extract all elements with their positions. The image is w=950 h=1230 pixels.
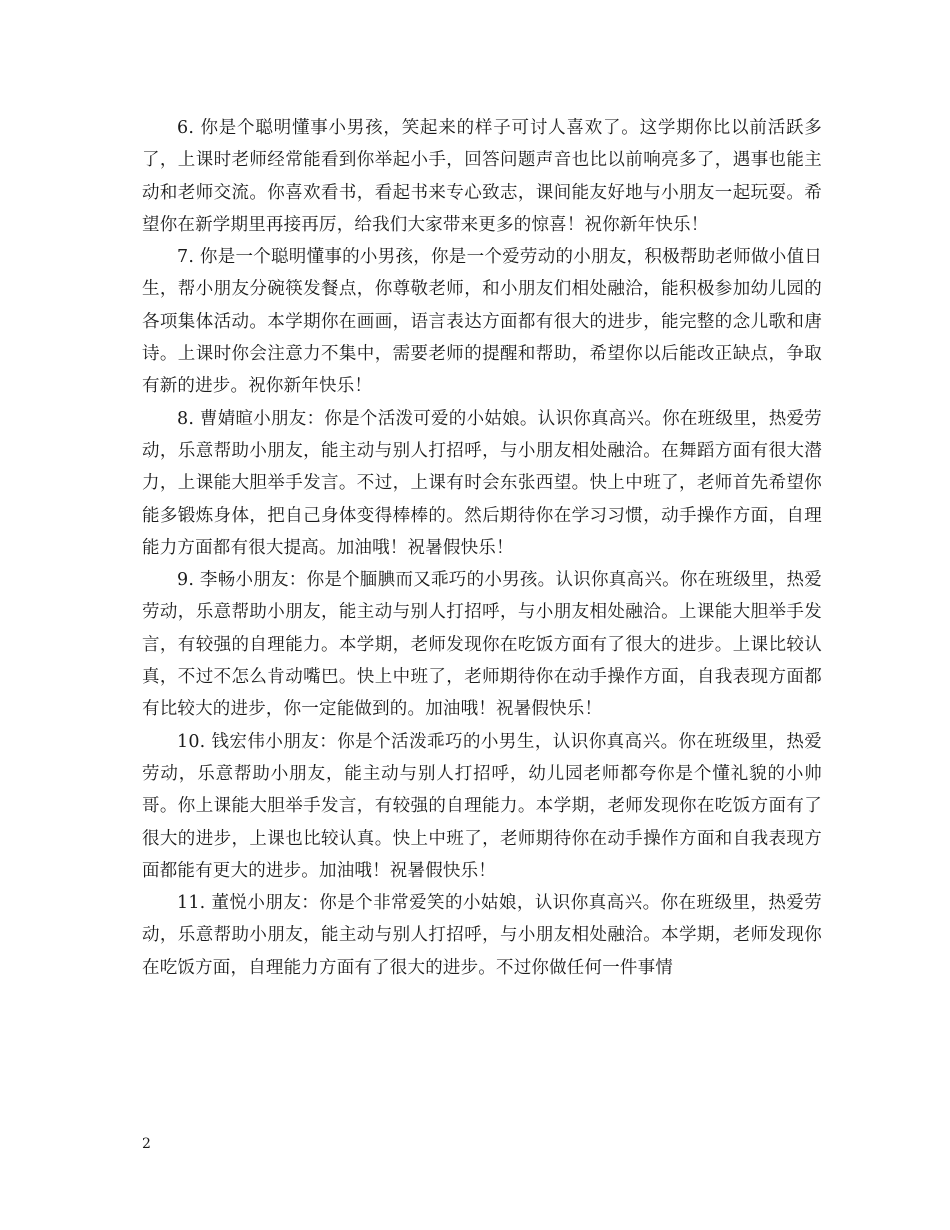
paragraph-10: 10. 钱宏伟小朋友：你是个活泼乖巧的小男生，认识你真高兴。你在班级里，热爱劳动，乐意帮助小朋友，能主动与别人打招呼，幼儿园老师都夸你是个懂礼貌的小帅哥。你上课能大胆举手发言，有较强的自理能力。本学期，老师发现你在吃饭方面有了很大的进步，上课也比较认真。快上中班了，老师期待你在动手操作方面和自我表现方面都能有更大的进步。加油哦！祝暑假快乐！ [142, 731, 822, 881]
paragraph-8: 8. 曹婧暄小朋友：你是个活泼可爱的小姑娘。认识你真高兴。你在班级里，热爱劳动，乐意帮助小朋友，能主动与别人打招呼，与小朋友相处融洽。在舞蹈方面有很大潜力，上课能大胆举手发言。不过，上课有时会东张西望。快上中班了，老师首先希望你能多锻炼身体，把自己身体变得棒棒的。然后期待你在学习习惯，动手操作方面，自理能力方面都有很大提高。加油哦！祝暑假快乐！ [142, 408, 822, 558]
paragraph-9: 9. 李畅小朋友：你是个腼腆而又乖巧的小男孩。认识你真高兴。你在班级里，热爱劳动，乐意帮助小朋友，能主动与别人打招呼，与小朋友相处融洽。上课能大胆举手发言，有较强的自理能力。本学期，老师发现你在吃饭方面有了很大的进步。上课比较认真，不过不怎么肯动嘴巴。快上中班了，老师期待你在动手操作方面，自我表现方面都有比较大的进步，你一定能做到的。加油哦！祝暑假快乐！ [142, 570, 822, 720]
paragraph-6: 6. 你是个聪明懂事小男孩，笑起来的样子可讨人喜欢了。这学期你比以前活跃多了，上课时老师经常能看到你举起小手，回答问题声音也比以前响亮多了，遇事也能主动和老师交流。你喜欢看书，看起书来专心致志，课间能友好地与小朋友一起玩耍。希望你在新学期里再接再厉，给我们大家带来更多的惊喜！祝你新年快乐！ [142, 118, 822, 235]
paragraph-11: 11. 董悦小朋友：你是个非常爱笑的小姑娘，认识你真高兴。你在班级里，热爱劳动，乐意帮助小朋友，能主动与别人打招呼，与小朋友相处融洽。本学期，老师发现你在吃饭方面，自理能力方面有了很大的进步。不过你做任何一件事情 [142, 893, 822, 978]
page-number: 2 [142, 1136, 151, 1152]
document-body [142, 112, 822, 984]
paragraph-7: 7. 你是一个聪明懂事的小男孩，你是一个爱劳动的小朋友，积极帮助老师做小值日生，帮小朋友分碗筷发餐点，你尊敬老师，和小朋友们相处融洽，能积极参加幼儿园的各项集体活动。本学期你在画画，语言表达方面都有很大的进步，能完整的念儿歌和唐诗。上课时你会注意力不集中，需要老师的提醒和帮助，希望你以后能改正缺点，争取有新的进步。祝你新年快乐！ [142, 247, 822, 397]
